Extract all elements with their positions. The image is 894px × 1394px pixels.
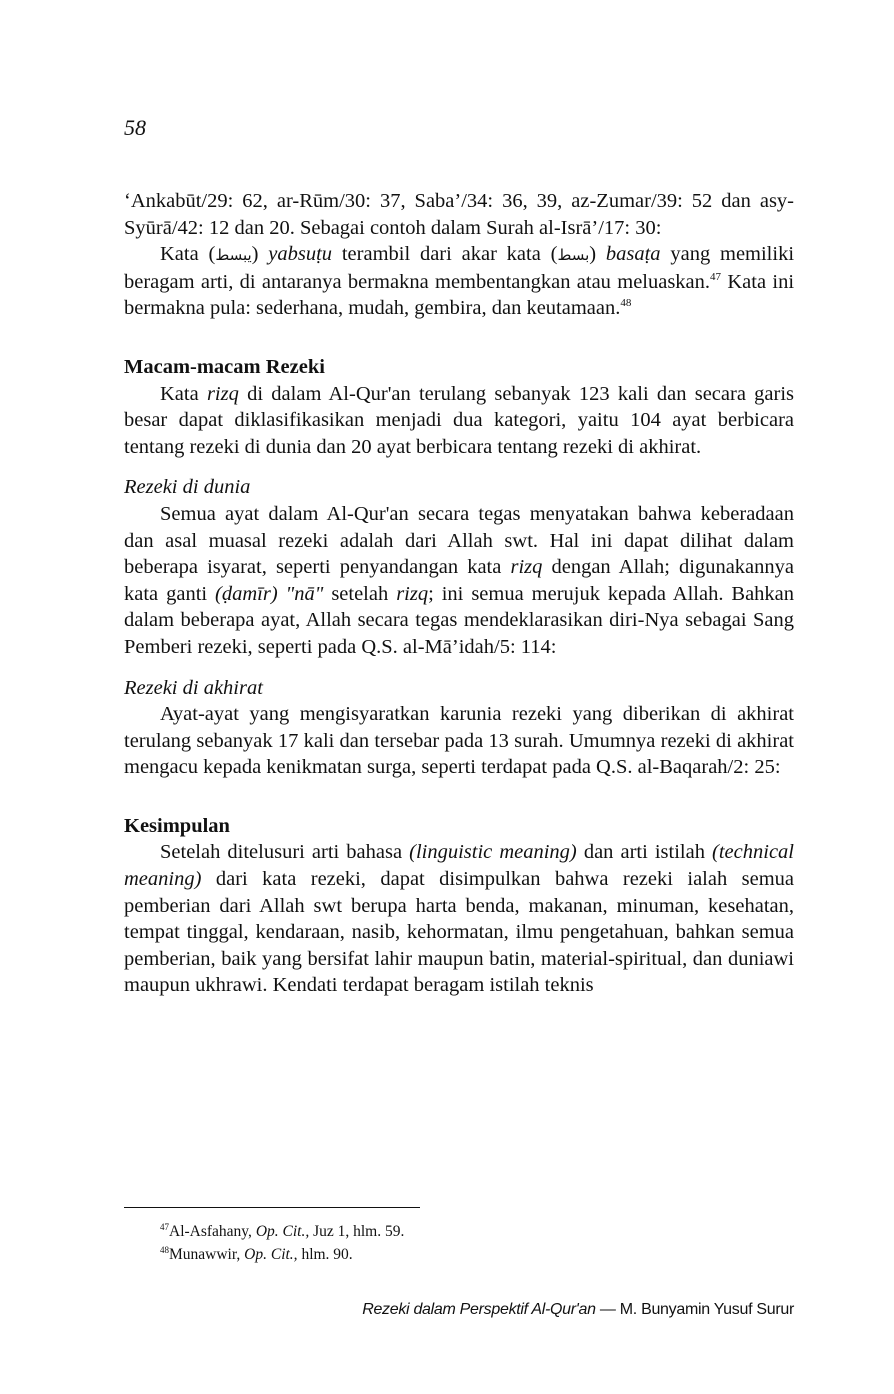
footnote-47: $^{47}$Al-Asfahany, Op. Cit., Juz 1, hlm. 59.	[160, 1221, 405, 1240]
kata-yabsutu-paragraph: Kata (يبسط) yabsuṭu terambil dari akar kata (بسط) basaṭa yang memiliki beragam arti, di antaranya bermakna membentangkan atau meluaskan.$^{47}$ Kata ini bermakna pula: sederhana, mudah, gembira, dan keutamaan.$^{48}$	[124, 243, 795, 320]
arabic-yabsutu: يبسط	[215, 246, 252, 265]
footnote-ref-48: 48	[620, 297, 632, 310]
subheading-rezeki-di-akhirat: Rezeki di akhirat	[124, 676, 263, 699]
footnote-ref-47: 47	[710, 270, 722, 283]
running-footer: Rezeki dalam Perspektif Al-Qur'an — M. Bunyamin Yusuf Surur	[362, 1301, 794, 1318]
arabic-basata: بسط	[557, 246, 590, 265]
section-heading-macam-rezeki: Macam-macam Rezeki	[124, 355, 325, 378]
book-title: Rezeki dalam Perspektif Al-Qur'an	[362, 1301, 596, 1318]
section-heading-kesimpulan: Kesimpulan	[124, 814, 230, 837]
footnote-divider	[124, 1207, 420, 1208]
rezeki-akhirat-paragraph: Ayat-ayat yang mengisyaratkan karunia rezeki yang diberikan di akhirat terulang sebanyak 17 kali dan tersebar pada 13 surah. Umumnya rezeki di akhirat mengacu kepada kenikmatan surga, seperti terdapat pada Q.S. al-Baqarah/2: 25:	[124, 703, 794, 779]
book-author: M. Bunyamin Yusuf Surur	[619, 1301, 794, 1318]
footnotes	[160, 1220, 404, 1266]
macam-rezeki-paragraph: Kata rizq di dalam Al-Qur'an terulang sebanyak 123 kali dan secara garis besar dapat diklasifikasikan menjadi dua kategori, yaitu 104 ayat berbicara tentang rezeki di dunia dan 20 ayat berbicara tentang rezeki di akhirat.	[124, 382, 795, 458]
subheading-rezeki-di-dunia: Rezeki di dunia	[124, 476, 251, 499]
rezeki-dunia-paragraph: Semua ayat dalam Al-Qur'an secara tegas menyatakan bahwa keberadaan dan asal muasal rezeki adalah dari Allah swt. Hal ini dapat dilihat dalam beberapa isyarat, seperti penyandangan kata rizq dengan Allah; digunakannya kata ganti (ḍamīr) "nā" setelah rizq; ini semua merujuk kepada Allah. Bahkan dalam beberapa ayat, Allah secara tegas mendeklarasikan diri-Nya sebagai Sang Pemberi rezeki, seperti pada Q.S. al-Mā’idah/5: 114:	[124, 502, 795, 658]
page-number: 58	[124, 115, 146, 140]
kesimpulan-paragraph: Setelah ditelusuri arti bahasa (linguistic meaning) dan arti istilah (technical meaning) dari kata rezeki, dapat disimpulkan bahwa rezeki ialah semua pemberian dari Allah swt berupa harta benda, makanan, minuman, kesehatan, tempat tinggal, kendaraan, nasib, kehormatan, ilmu pengetahuan, bahkan semua pemberian, baik yang bersifat lahir maupun batin, material-spiritual, dan duniawi maupun ukhrawi. Kendati terdapat beragam istilah teknis	[124, 841, 795, 997]
footnote-48: $^{48}$Munawwir, Op. Cit., hlm. 90.	[160, 1244, 353, 1263]
intro-paragraph: ‘Ankabūt/29: 62, ar-Rūm/30: 37, Saba’/34: 36, 39, az-Zumar/39: 52 dan asy-Syūrā/42: 12 dan 20. Sebagai contoh dalam Surah al-Isrā’/17: 30:	[124, 190, 794, 239]
page-body	[124, 188, 794, 999]
